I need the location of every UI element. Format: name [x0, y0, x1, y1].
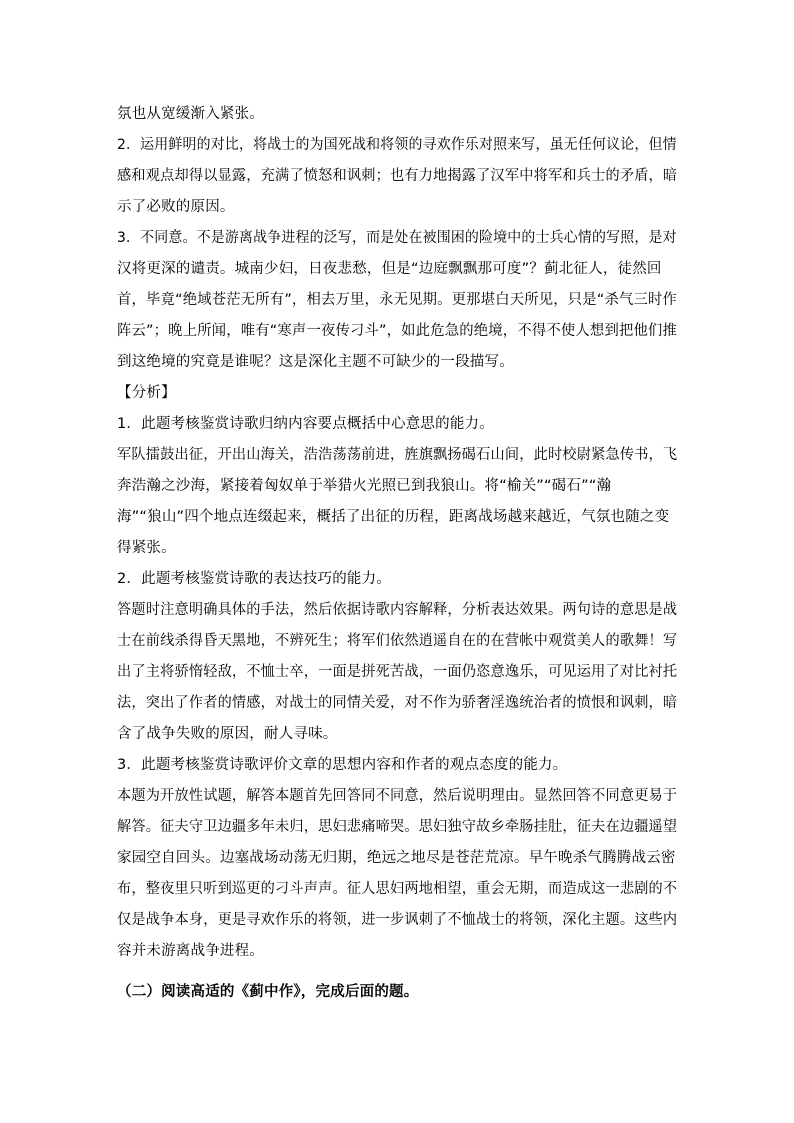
section-heading: （二）阅读高适的《蓟中作》，完成后面的题。 — [117, 984, 419, 1000]
answer-2-line: 2．运用鲜明的对比，将战士的为国死战和将领的寻欢作乐对照来写，虽无任何议论，但情 — [117, 137, 677, 153]
analysis-text-line: 法，突出了作者的情感，对战士的同情关爱，对不作为骄奢淫逸统治者的愤恨和讽刺，暗 — [117, 695, 678, 711]
answer-text-line: 氛也从宽缓渐入紧张。 — [117, 106, 264, 122]
answer-text-line: 示了必败的原因。 — [117, 199, 235, 215]
answer-text-line: 汉将更深的谴责。城南少妇，日夜悲愁，但是“边庭飘飘那可度”？蓟北征人，徒然回 — [117, 261, 662, 277]
answer-text-line: 到这绝境的究竟是谁呢？这是深化主题不可缺少的一段描写。 — [117, 354, 514, 370]
analysis-text-line: 仅是战争本身，更是寻欢作乐的将领，进一步讽刺了不恤战士的将领，深化主题。这些内 — [117, 912, 678, 928]
analysis-1-line: 1．此题考核鉴赏诗歌归纳内容要点概括中心意思的能力。 — [117, 416, 494, 432]
answer-text-line: 感和观点却得以显露，充满了愤怒和讽刺；也有力地揭露了汉军中将军和兵士的矛盾，暗 — [117, 168, 678, 184]
analysis-text-line: 布，整夜里只听到巡更的刁斗声声。征人思妇两地相望，重会无期，而造成这一悲剧的不 — [117, 881, 678, 897]
analysis-text-line: 含了战争失败的原因，耐人寻味。 — [117, 726, 338, 742]
analysis-3-line: 3．此题考核鉴赏诗歌评价文章的思想内容和作者的观点态度的能力。 — [117, 757, 568, 773]
analysis-text-line: 容并未游离战争进程。 — [117, 943, 264, 959]
analysis-text-line: 海”“狼山”四个地点连缀起来，概括了出征的历程，距离战场越来越近，气氛也随之变 — [117, 509, 670, 525]
analysis-text-line: 军队擂鼓出征，开出山海关，浩浩荡荡前进，旌旗飘扬碣石山间，此时校尉紧急传书，飞 — [117, 447, 678, 463]
analysis-text-line: 出了主将骄惰轻敌，不恤士卒，一面是拼死苦战，一面仍恣意逸乐，可见运用了对比衬托 — [117, 664, 678, 680]
analysis-text-line: 解答。征夫守卫边疆多年未归，思妇悲痛啼哭。思妇独守故乡牵肠挂肚，征夫在边疆遥望 — [117, 819, 678, 835]
analysis-text-line: 本题为开放性试题，解答本题首先回答同不同意，然后说明理由。显然回答不同意更易于 — [117, 788, 678, 804]
answer-3-line: 3．不同意。不是游离战争进程的泛写，而是处在被围困的险境中的士兵心情的写照，是对 — [117, 230, 677, 246]
analysis-2-line: 2．此题考核鉴赏诗歌的表达技巧的能力。 — [117, 571, 392, 587]
answer-text-line: 阵云”；晚上所闻，唯有“寒声一夜传刁斗”，如此危急的绝境，不得不使人想到把他们推 — [117, 323, 678, 339]
analysis-text-line: 家园空自回头。边塞战场动荡无归期，绝远之地尽是苍茫荒凉。早午晚杀气腾腾战云密 — [117, 850, 676, 866]
analysis-text-line: 士在前线杀得昏天黑地，不辨死生；将军们依然逍遥自在的在营帐中观赏美人的歌舞！写 — [117, 633, 678, 649]
analysis-text-line: 答题时注意明确具体的手法，然后依据诗歌内容解释，分析表达效果。两句诗的意思是战 — [117, 602, 678, 618]
analysis-heading: 【分析】 — [117, 385, 176, 401]
answer-text-line: 首，毕竟“绝域苍茫无所有”，相去万里，永无见期。更那堪白天所见，只是“杀气三时作 — [117, 292, 678, 308]
analysis-text-line: 奔浩瀚之沙海，紧接着匈奴单于举猎火光照已到我狼山。将“榆关”“碣石”“瀚 — [117, 478, 612, 494]
analysis-text-line: 得紧张。 — [117, 540, 176, 556]
